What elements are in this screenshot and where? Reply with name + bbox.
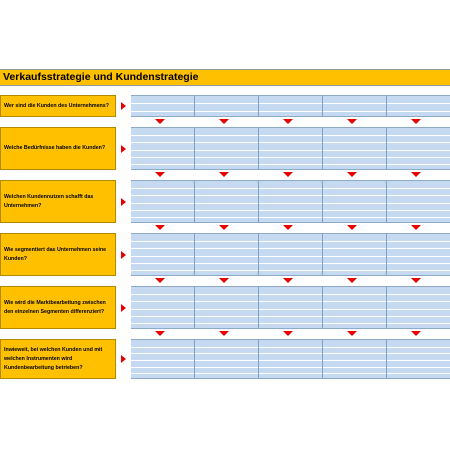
- grid-row-line: [131, 309, 450, 310]
- grid-row-line: [131, 263, 450, 264]
- grid-row-line: [131, 347, 450, 348]
- grid-row-line: [131, 373, 450, 374]
- grid-row-line: [131, 256, 450, 257]
- grid-column-line: [322, 340, 323, 378]
- grid-column-line: [258, 234, 259, 275]
- section-3: [0, 180, 450, 223]
- answer-grid[interactable]: [131, 180, 450, 223]
- grid-column-line: [386, 340, 387, 378]
- grid-column-line: [258, 181, 259, 222]
- section-2: [0, 127, 450, 170]
- question-label: Wie wird die Marktbearbeitung zwischen den einzelnen Segmenten differenziert?: [0, 286, 116, 329]
- grid-column-line: [194, 96, 195, 116]
- section-6: [0, 339, 450, 379]
- grid-column-line: [322, 96, 323, 116]
- grid-row-line: [131, 150, 450, 151]
- grid-row-line: [131, 294, 450, 295]
- triangle-down-icon: [347, 119, 357, 124]
- grid-column-line: [322, 234, 323, 275]
- question-label: Welche Bedürfnisse haben die Kunden?: [0, 127, 116, 170]
- answer-grid[interactable]: [131, 286, 450, 329]
- question-label: Welchen Kundennutzen schafft das Unternehmen?: [0, 180, 116, 223]
- grid-column-line: [386, 181, 387, 222]
- question-label: Wie segmentiert das Unternehmen seine Kunden?: [0, 233, 116, 276]
- section-1: [0, 95, 450, 117]
- triangle-down-icon: [411, 225, 421, 230]
- grid-row-line: [131, 217, 450, 218]
- grid-row-line: [131, 142, 450, 143]
- triangle-down-icon: [411, 278, 421, 283]
- grid-column-line: [258, 96, 259, 116]
- triangle-right-icon: [121, 251, 126, 259]
- grid-column-line: [194, 287, 195, 328]
- grid-row-line: [131, 111, 450, 112]
- triangle-down-icon: [219, 331, 229, 336]
- grid-row-line: [131, 353, 450, 354]
- triangle-right-icon: [121, 102, 126, 110]
- title-bar: [0, 69, 450, 86]
- grid-row-line: [131, 241, 450, 242]
- question-label: Wer sind die Kunden des Unternehmens?: [0, 95, 116, 117]
- grid-column-line: [194, 340, 195, 378]
- grid-column-line: [322, 181, 323, 222]
- grid-row-line: [131, 323, 450, 324]
- grid-row-line: [131, 301, 450, 302]
- triangle-down-icon: [347, 172, 357, 177]
- grid-row-line: [131, 135, 450, 136]
- grid-row-line: [131, 248, 450, 249]
- grid-row-line: [131, 188, 450, 189]
- grid-row-line: [131, 360, 450, 361]
- page-title: Verkaufsstrategie und Kundenstrategie: [3, 71, 199, 83]
- question-label: Inwieweit, bei welchen Kunden und mit welchen Instrumenten wird Kundenbearbeitung betrieben?: [0, 339, 116, 379]
- triangle-down-icon: [283, 278, 293, 283]
- grid-column-line: [194, 234, 195, 275]
- grid-column-line: [386, 234, 387, 275]
- triangle-down-icon: [347, 331, 357, 336]
- grid-column-line: [258, 287, 259, 328]
- triangle-down-icon: [155, 331, 165, 336]
- triangle-down-icon: [283, 225, 293, 230]
- triangle-down-icon: [155, 172, 165, 177]
- grid-column-line: [386, 96, 387, 116]
- grid-row-line: [131, 367, 450, 368]
- triangle-down-icon: [219, 119, 229, 124]
- grid-row-line: [131, 210, 450, 211]
- grid-row-line: [131, 203, 450, 204]
- triangle-down-icon: [219, 225, 229, 230]
- grid-column-line: [258, 128, 259, 169]
- grid-row-line: [131, 316, 450, 317]
- grid-column-line: [194, 128, 195, 169]
- answer-grid[interactable]: [131, 127, 450, 170]
- triangle-down-icon: [347, 225, 357, 230]
- triangle-down-icon: [411, 331, 421, 336]
- grid-row-line: [131, 164, 450, 165]
- triangle-down-icon: [155, 278, 165, 283]
- triangle-down-icon: [283, 331, 293, 336]
- triangle-down-icon: [219, 172, 229, 177]
- grid-column-line: [322, 287, 323, 328]
- triangle-right-icon: [121, 355, 126, 363]
- triangle-down-icon: [283, 119, 293, 124]
- triangle-down-icon: [411, 172, 421, 177]
- triangle-down-icon: [411, 119, 421, 124]
- section-5: [0, 286, 450, 329]
- section-4: [0, 233, 450, 276]
- triangle-down-icon: [155, 119, 165, 124]
- triangle-right-icon: [121, 304, 126, 312]
- grid-column-line: [322, 128, 323, 169]
- grid-column-line: [386, 128, 387, 169]
- triangle-down-icon: [347, 278, 357, 283]
- answer-grid[interactable]: [131, 95, 450, 117]
- grid-column-line: [194, 181, 195, 222]
- triangle-right-icon: [121, 198, 126, 206]
- grid-row-line: [131, 157, 450, 158]
- grid-column-line: [258, 340, 259, 378]
- triangle-down-icon: [219, 278, 229, 283]
- triangle-right-icon: [121, 145, 126, 153]
- answer-grid[interactable]: [131, 339, 450, 379]
- grid-row-line: [131, 103, 450, 104]
- grid-row-line: [131, 195, 450, 196]
- grid-column-line: [386, 287, 387, 328]
- grid-row-line: [131, 270, 450, 271]
- triangle-down-icon: [283, 172, 293, 177]
- answer-grid[interactable]: [131, 233, 450, 276]
- triangle-down-icon: [155, 225, 165, 230]
